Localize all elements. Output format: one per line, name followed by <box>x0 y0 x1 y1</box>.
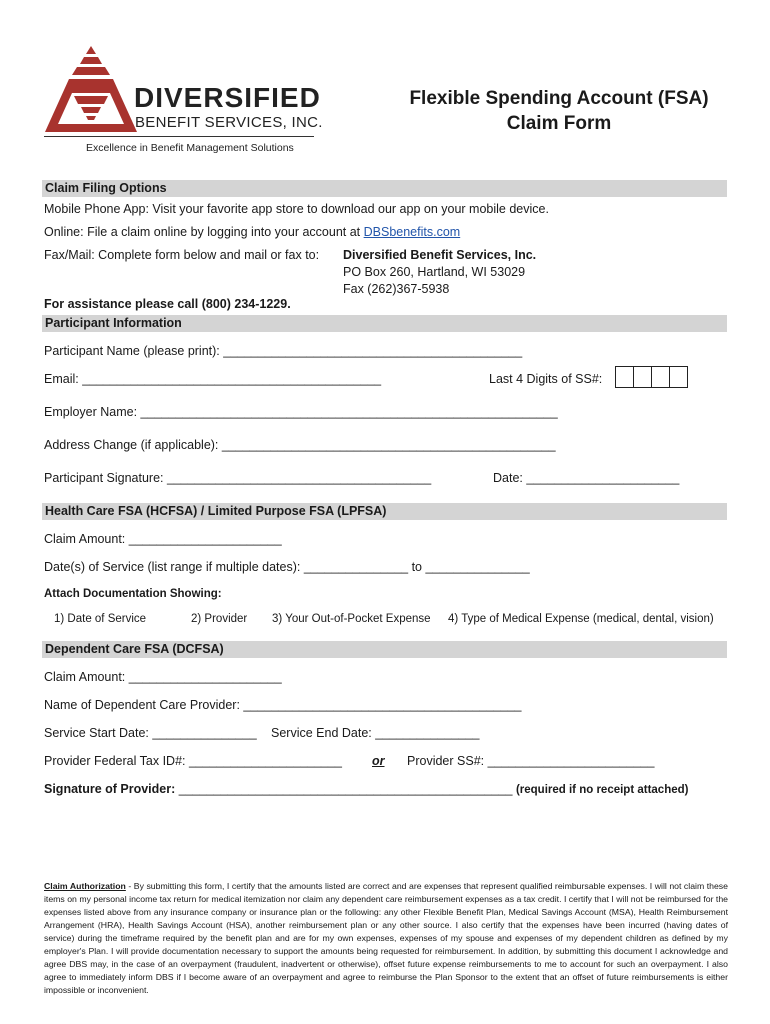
provider-signature-label: Signature of Provider: <box>44 782 176 796</box>
provider-signature-field[interactable]: ________________________________________________ <box>178 782 513 796</box>
ssn-digit-box[interactable] <box>651 366 670 388</box>
section-heading: Dependent Care FSA (DCFSA) <box>45 642 224 656</box>
company-name: Diversified Benefit Services, Inc. <box>343 248 537 262</box>
provider-tax-id-field[interactable]: Provider Federal Tax ID#: ______________________ <box>44 754 342 768</box>
faxmail-option: Fax/Mail: Complete form below and mail or fax to: <box>44 248 320 262</box>
company-fax: Fax (262)367-5938 <box>343 282 450 296</box>
claim-authorization-text <box>44 880 728 997</box>
or-separator: or <box>372 754 385 768</box>
form-title-line1: Flexible Spending Account (FSA) <box>409 88 709 109</box>
assistance-phone: For assistance please call (800) 234-1229. <box>44 297 291 311</box>
ssn-digit-box[interactable] <box>633 366 652 388</box>
section-heading: Claim Filing Options <box>45 181 167 195</box>
online-text: Online: File a claim online by logging into your account at <box>44 225 364 239</box>
ssn-digit-box[interactable] <box>615 366 634 388</box>
service-start-date-field[interactable]: Service Start Date: _______________ <box>44 726 257 740</box>
online-option <box>44 225 460 239</box>
dcfsa-claim-amount-field[interactable]: Claim Amount: ______________________ <box>44 670 282 684</box>
section-header-hcfsa <box>42 503 727 520</box>
section-header-dcfsa <box>42 641 727 658</box>
provider-ssn-field[interactable]: Provider SS#: ________________________ <box>407 754 655 768</box>
dbs-link[interactable]: DBSbenefits.com <box>363 225 461 239</box>
attach-documentation-heading: Attach Documentation Showing: <box>44 588 222 600</box>
doc-item-2: 2) Provider <box>191 613 248 625</box>
authorization-label: Claim Authorization <box>44 881 126 891</box>
form-title-line2: Claim Form <box>506 113 612 134</box>
logo-subname: BENEFIT SERVICES, INC. <box>135 114 323 131</box>
logo-underline <box>44 136 314 137</box>
dependent-care-provider-field[interactable]: Name of Dependent Care Provider: ________________________________________ <box>44 698 522 712</box>
employer-name-field[interactable]: Employer Name: ____________________________________________________________ <box>44 405 558 419</box>
section-heading: Participant Information <box>45 316 182 330</box>
authorization-body: - By submitting this form, I certify that the amounts listed are correct and are expenses that represent qualified reimbursable expenses. I will not claim these items on my personal income tax return for medical itemization nor claim any dependent care reimbursement expenses as a tax credit. I certify that I will not be reimbursed for the expenses listed above from any insurance company or insurance plan or the following: any other Flexible Benefit Plan, Medical Savings Account (MSA), Health Reimbursement Arrangement (HRA), Health Savings Account (HSA), another reimbursement plan or any other source. I also certify that the expenses have been incurred (having dates of service) during the timeframe required by the benefit plan and are for my own expenses, expenses of my spouse and expenses of my dependent children as defined by my employer's Plan. I will provide documentation necessary to support the amounts being requested for reimbursement. In addition, by submitting this document I acknowledge and agree DBS may, in the case of an overpayment (fraudulent, inadvertent or otherwise), offset future expense reimbursements to me to account for such an overpayment. I also agree to immediately inform DBS if I become aware of an overpayment and agree to reimburse the Plan Sponsor to the extent that an offset of future reimbursements is either impossible or inconvenient. <box>44 881 728 995</box>
section-header-filing <box>42 180 727 197</box>
hcfsa-service-dates-field[interactable]: Date(s) of Service (list range if multiple dates): _______________ to _______________ <box>44 560 530 574</box>
doc-item-3: 3) Your Out-of-Pocket Expense <box>272 613 431 625</box>
address-change-field[interactable]: Address Change (if applicable): ________________________________________________ <box>44 438 556 452</box>
service-end-date-field[interactable]: Service End Date: _______________ <box>271 726 480 740</box>
logo-triangle-icon <box>44 44 139 139</box>
signature-requirement-note: (required if no receipt attached) <box>515 784 689 796</box>
email-field[interactable]: Email: ___________________________________________ <box>44 372 382 386</box>
doc-item-4: 4) Type of Medical Expense (medical, dental, vision) <box>448 613 714 625</box>
logo-tagline: Excellence in Benefit Management Solutions <box>86 142 294 154</box>
signature-date-field[interactable]: Date: ______________________ <box>493 471 680 485</box>
participant-signature-field[interactable]: Participant Signature: ______________________________________ <box>44 471 432 485</box>
hcfsa-claim-amount-field[interactable]: Claim Amount: ______________________ <box>44 532 282 546</box>
mobile-option: Mobile Phone App: Visit your favorite app store to download our app on your mobile device. <box>44 202 549 216</box>
ssn-digit-box[interactable] <box>669 366 688 388</box>
participant-name-field[interactable]: Participant Name (please print): ___________________________________________ <box>44 344 523 358</box>
section-header-participant <box>42 315 727 332</box>
ssn-label: Last 4 Digits of SS#: <box>489 372 603 386</box>
section-heading: Health Care FSA (HCFSA) / Limited Purpose FSA (LPFSA) <box>45 504 387 518</box>
provider-signature-row <box>44 782 688 796</box>
logo-name: DIVERSIFIED <box>134 82 321 113</box>
doc-item-1: 1) Date of Service <box>54 613 147 625</box>
company-logo <box>44 44 324 156</box>
company-address: PO Box 260, Hartland, WI 53029 <box>343 265 526 279</box>
